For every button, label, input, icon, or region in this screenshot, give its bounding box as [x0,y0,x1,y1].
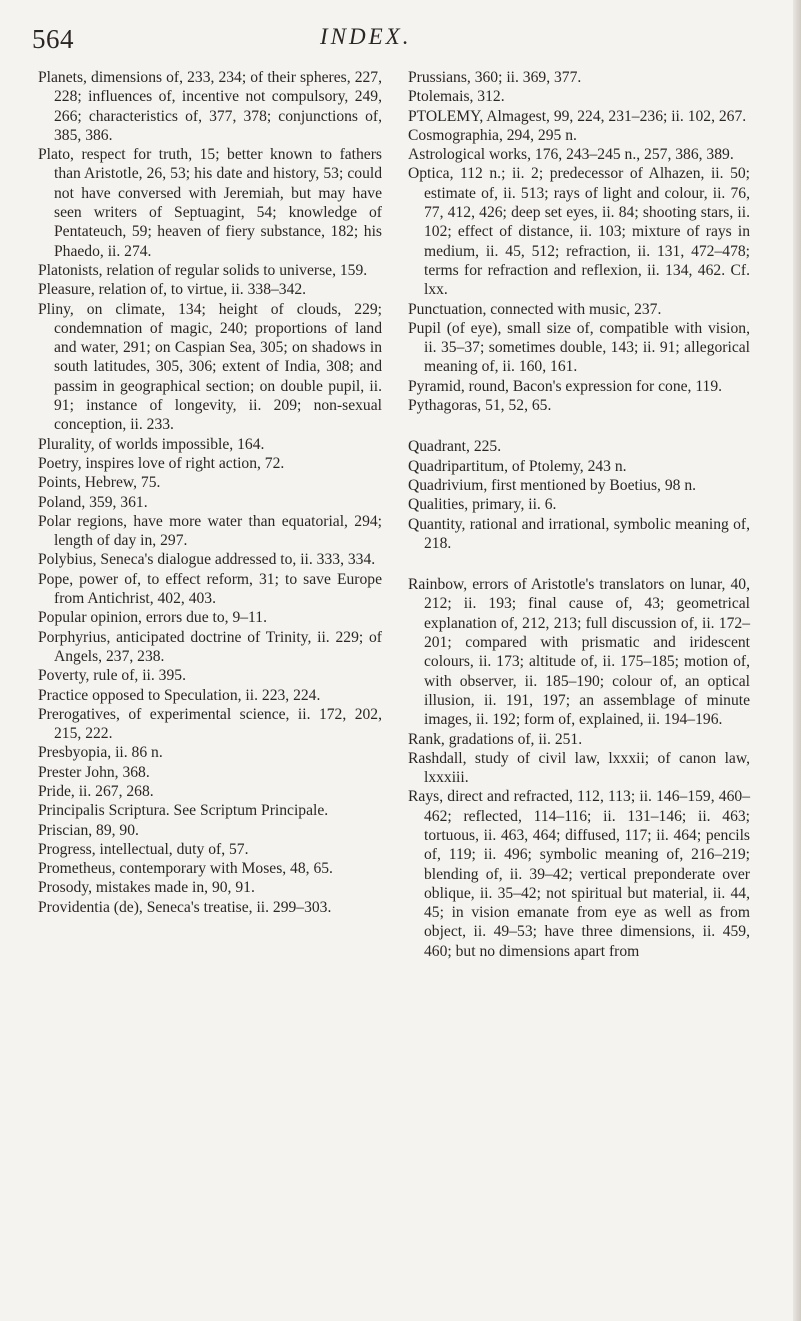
index-entry: Pliny, on climate, 134; height of clouds, 229; condemnation of magic, 240; proportions of land and water, 291; on Caspian Sea, 305; on shadows in south latitudes, 305, 306; extent of India, 308; and passim in geographical section; on double pupil, ii. 91; instance of longevity, ii. 209; non-sexual conception, ii. 233. [38,300,382,434]
index-entry: Planets, dimensions of, 233, 234; of their spheres, 227, 228; influences of, incentive not compulsory, 249, 266; characteristics of, 377, 378; conjunctions of, 385, 386. [38,69,382,144]
index-entry: Presbyopia, ii. 86 n. [38,744,163,762]
index-entry: Ptolemais, 312. [408,88,505,106]
index-entry: Poetry, inspires love of right action, 72. [38,454,285,472]
index-entry: Punctuation, connected with music, 237. [408,300,662,318]
index-entry: Polybius, Seneca's dialogue addressed to, ii. 333, 334. [38,551,376,569]
index-entry: PTOLEMY, Almagest, 99, 224, 231–236; ii. 102, 267. [408,107,747,125]
index-entry: Popular opinion, errors due to, 9–11. [38,609,267,627]
index-entry: Qualities, primary, ii. 6. [408,496,557,514]
index-entry: Rays, direct and refracted, 112, 113; ii. 146–159, 460–462; reflected, 114–116; ii. 131–146; ii. 463; tortuous, ii. 463, 464; diffused, 117; ii. 464; pencils of, 119; ii. 496; symbolic meaning of, 216–219; blending of, ii. 39–42; vertical preponderate over oblique, ii. 35–42; not spiritual but material, ii. 44, 45; in vision emanate from eye as well as from object, ii. 49–53; have three dimensions, ii. 459, 460; but no dimensions apart from [408,788,750,960]
index-entry: Quadrant, 225. [408,438,502,456]
index-entry: Practice opposed to Speculation, ii. 223, 224. [38,686,321,704]
index-entry: Prometheus, contemporary with Moses, 48, 65. [38,860,333,878]
section-gap [408,553,750,575]
index-entry: Pyramid, round, Bacon's expression for cone, 119. [408,377,723,395]
index-entry: Pupil (of eye), small size of, compatible with vision, ii. 35–37; sometimes double, 143; ii. 91; allegorical meaning of, ii. 160, 161. [408,319,750,376]
index-entry: Poverty, rule of, ii. 395. [38,667,186,685]
index-entry: Providentia (de), Seneca's treatise, ii. 299–303. [38,898,332,916]
index-column-right [408,68,750,961]
index-entry: Quadripartitum, of Ptolemy, 243 n. [408,457,627,475]
index-entry: Points, Hebrew, 75. [38,474,161,492]
index-entry: Rashdall, study of civil law, lxxxii; of canon law, lxxxiii. [408,749,750,787]
index-entry: Pythagoras, 51, 52, 65. [408,397,552,415]
page-edge [793,0,801,1321]
index-column-left [38,68,382,917]
index-entry: Plato, respect for truth, 15; better known to fathers than Aristotle, 26, 53; his date and history, 53; could not have conversed with Jeremiah, but may have seen writers of Septuagint, 54; knowledge of Pentateuch, 59; heaven of fiery substance, 182; his Phaedo, ii. 274. [38,146,382,260]
index-entry: Poland, 359, 361. [38,493,148,511]
running-title: INDEX. [320,24,412,49]
index-entry: Porphyrius, anticipated doctrine of Trinity, ii. 229; of Angels, 237, 238. [38,628,382,665]
index-entry: Pride, ii. 267, 268. [38,782,154,800]
index-entry: Priscian, 89, 90. [38,821,139,839]
index-entry: Rank, gradations of, ii. 251. [408,730,583,748]
index-entry: Pleasure, relation of, to virtue, ii. 338–342. [38,281,307,299]
index-entry: Plurality, of worlds impossible, 164. [38,435,265,453]
index-entry: Principalis Scriptura. See Scriptum Principale. [38,802,329,820]
index-entry: Optica, 112 n.; ii. 2; predecessor of Alhazen, ii. 50; estimate of, ii. 513; rays of light and colour, ii. 76, 77, 412, 426; deep set eyes, ii. 84; shooting stars, ii. 102; effect of distance, ii. 103; mixture of rays in medium, ii. 45, 512; refraction, ii. 131, 472–478; terms for refraction and reflexion, ii. 134, 462. Cf. lxx. [408,165,750,299]
page-number: 564 [32,24,74,54]
index-entry: Progress, intellectual, duty of, 57. [38,840,249,858]
index-entry: Cosmographia, 294, 295 n. [408,126,577,144]
index-entry: Prussians, 360; ii. 369, 377. [408,69,582,86]
index-entry: Quantity, rational and irrational, symbolic meaning of, 218. [408,515,750,552]
section-gap [408,415,750,437]
index-entry: Prester John, 368. [38,763,150,781]
index-entry: Prerogatives, of experimental science, ii. 172, 202, 215, 222. [38,705,382,743]
index-entry: Astrological works, 176, 243–245 n., 257, 386, 389. [408,146,734,164]
index-entry: Quadrivium, first mentioned by Boetius, 98 n. [408,476,697,494]
index-entry: Prosody, mistakes made in, 90, 91. [38,879,255,897]
index-entry: Rainbow, errors of Aristotle's translators on lunar, 40, 212; ii. 193; final cause of, 43; geometrical explanation of, 212, 213; full discussion of, ii. 172–201; compared with prismatic and iridescent colours, ii. 173; altitude of, ii. 175–185; motion of, with observer, ii. 185–190; colour of, an optical illusion, ii. 191, 197; an assemblage of minute images, ii. 192; form of, explained, ii. 194–196. [408,576,750,729]
index-entry: Pope, power of, to effect reform, 31; to save Europe from Antichrist, 402, 403. [38,570,382,608]
index-entry: Platonists, relation of regular solids to universe, 159. [38,261,368,279]
index-entry: Polar regions, have more water than equatorial, 294; length of day in, 297. [38,512,382,550]
